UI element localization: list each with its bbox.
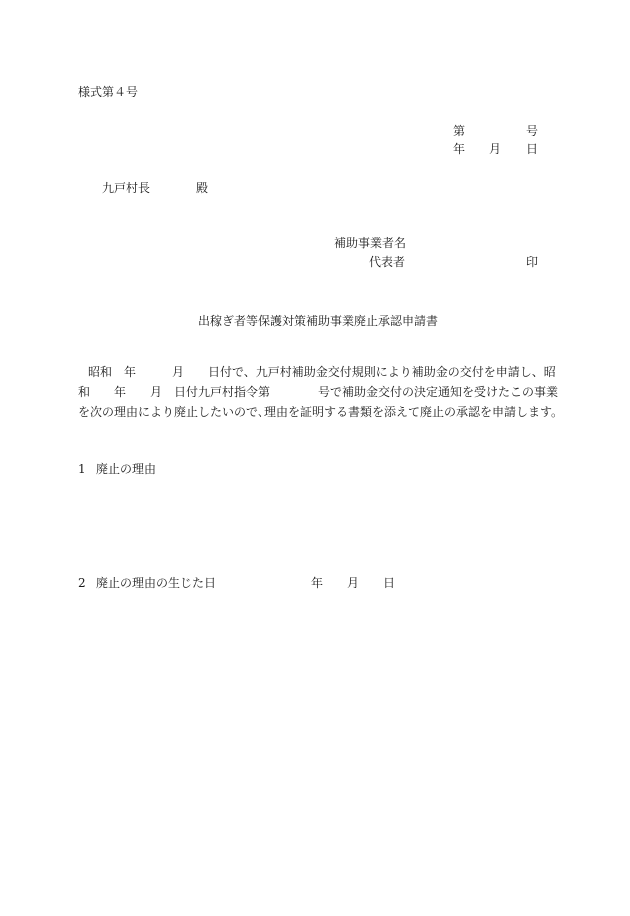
date-month-label: 月 xyxy=(489,142,502,156)
item1-number: 1 xyxy=(78,462,86,476)
body-line-1-segment: 年 xyxy=(124,365,137,379)
item1-label: 廃止の理由 xyxy=(96,462,157,476)
seal-label: 印 xyxy=(526,255,539,269)
body-line-2-segment: 和 xyxy=(78,385,91,399)
body-line-2 xyxy=(78,382,559,402)
item2-number: 2 xyxy=(78,576,86,590)
body-line-1-segment: 月 xyxy=(172,365,185,379)
body-paragraph xyxy=(78,362,564,422)
body-line-1-segment: 昭和 xyxy=(88,365,113,379)
body-line-2-segment: 日付九戸村指令第 xyxy=(174,385,271,399)
date-year-label: 年 xyxy=(453,142,466,156)
business-operator-label: 補助事業者名 xyxy=(334,236,407,250)
date-day-label: 日 xyxy=(526,142,539,156)
item2-day-label: 日 xyxy=(383,576,396,590)
body-line-3: を次の理由により廃止したいので､理由を証明する書類を添えて廃止の承認を申請します。 xyxy=(78,405,564,419)
doc-number-go: 号 xyxy=(526,124,539,138)
body-line-2-segment: 号で補助金交付の決定通知を受けたこの事業 xyxy=(318,385,559,399)
addressee-suffix: 殿 xyxy=(196,181,209,195)
body-line-2-segment: 月 xyxy=(150,385,163,399)
representative-label: 代表者 xyxy=(369,255,406,269)
doc-number-dai: 第 xyxy=(453,124,466,138)
body-line-1 xyxy=(78,362,556,382)
item2-year-label: 年 xyxy=(311,576,324,590)
form-number: 様式第４号 xyxy=(78,85,139,99)
addressee-name: 九戸村長 xyxy=(102,181,151,195)
body-line-1-segment: 日付で、九戸村補助金交付規則により補助金の交付を申請し、昭 xyxy=(208,365,556,379)
body-line-2-segment: 年 xyxy=(114,385,127,399)
document-title: 出稼ぎ者等保護対策補助事業廃止承認申請書 xyxy=(198,314,439,328)
item2-label: 廃止の理由の生じた日 xyxy=(96,576,217,590)
item2-month-label: 月 xyxy=(347,576,360,590)
